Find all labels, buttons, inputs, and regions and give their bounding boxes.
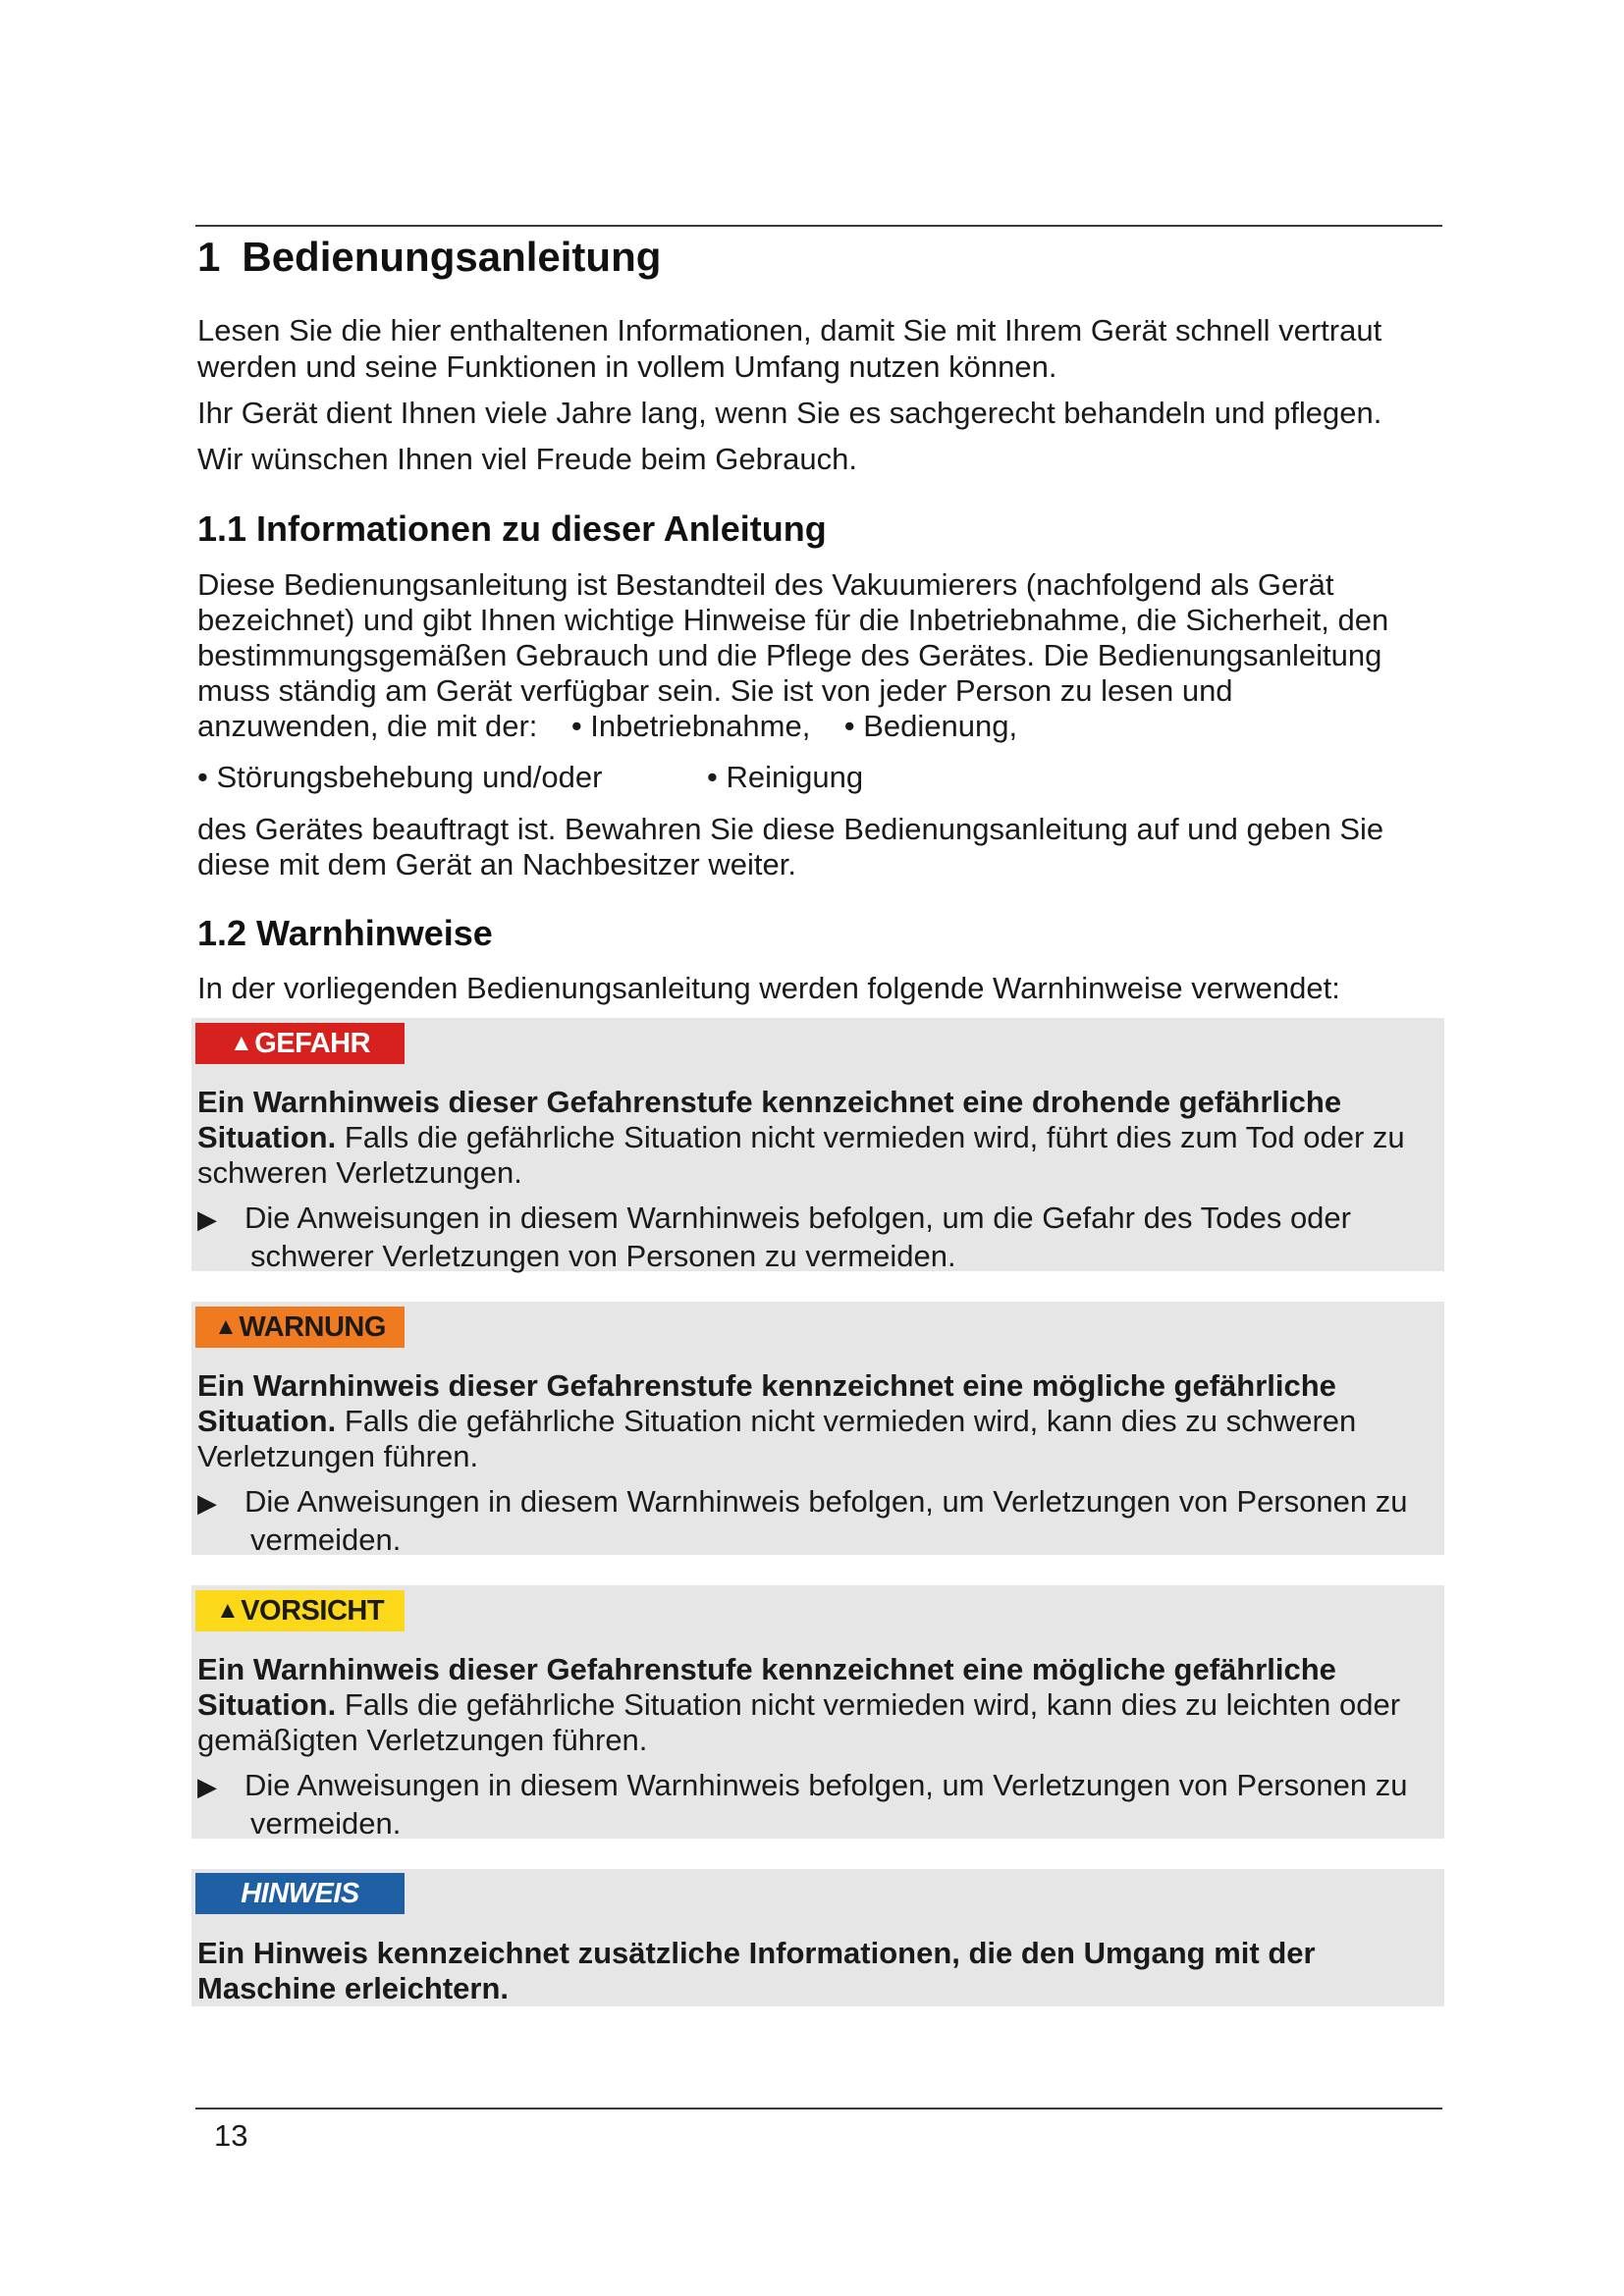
info-line-1: Diese Bedienungsanleitung ist Bestandteil des Vakuumierers (nachfolgend als Gerät (197, 567, 1334, 602)
intro-paragraph-2: Ihr Gerät dient Ihnen viele Jahre lang, wenn Sie es sachgerecht behandeln und pflegen. (197, 396, 1382, 430)
vorsicht-action-2: vermeiden. (250, 1806, 402, 1841)
warnung-text-3: Verletzungen führen. (197, 1439, 479, 1473)
badge-gefahr-label: GEFAHR (254, 1027, 371, 1059)
arrow-right-icon: ▶ (197, 1204, 217, 1234)
arrow-right-icon: ▶ (197, 1772, 217, 1801)
arrow-right-icon: ▶ (197, 1488, 217, 1518)
section-number: 1 (197, 234, 221, 280)
vorsicht-bold-1: Ein Warnhinweis dieser Gefahrenstufe kennzeichnet eine mögliche gefährliche (197, 1652, 1336, 1686)
header-rule (195, 225, 1442, 227)
gefahr-action-2: schwerer Verletzungen von Personen zu vermeiden. (250, 1239, 956, 1273)
badge-hinweis-label: HINWEIS (241, 1877, 359, 1909)
gefahr-normal-2: Falls die gefährliche Situation nicht vermieden wird, führt dies zum Tod oder zu (336, 1120, 1405, 1154)
warning-triangle-icon: ▲ (214, 1313, 238, 1340)
warnings-intro: In der vorliegenden Bedienungsanleitung werden folgende Warnhinweise verwendet: (197, 971, 1340, 1005)
warnung-action-1: Die Anweisungen in diesem Warnhinweis befolgen, um Verletzungen von Personen zu (244, 1484, 1408, 1519)
vorsicht-text-2 (197, 1686, 1444, 1723)
hinweis-bold-2: Maschine erleichtern. (197, 1971, 510, 2005)
info-line-3: bestimmungsgemäßen Gebrauch und die Pflege des Gerätes. Die Bedienungsanleitung (197, 638, 1382, 672)
section-title-text: Bedienungsanleitung (242, 234, 662, 280)
info-line-5: anzuwenden, die mit der: • Inbetriebnahme, • Bedienung, (197, 709, 1018, 743)
warnung-bold-1: Ein Warnhinweis dieser Gefahrenstufe kennzeichnet eine mögliche gefährliche (197, 1368, 1336, 1403)
badge-warnung (195, 1307, 405, 1348)
badge-gefahr (195, 1023, 405, 1064)
info-line-2: bezeichnet) und gibt Ihnen wichtige Hinweise für die Inbetriebnahme, die Sicherheit, den (197, 603, 1389, 637)
section-title (197, 234, 661, 281)
warnung-bold-2: Situation. (197, 1404, 337, 1438)
gefahr-text-3: schweren Verletzungen. (197, 1155, 522, 1190)
info-line-4: muss ständig am Gerät verfügbar sein. Sie ist von jeder Person zu lesen und (197, 673, 1233, 708)
badge-vorsicht (195, 1590, 405, 1631)
vorsicht-action (197, 1767, 1444, 1842)
warnung-normal-2: Falls die gefährliche Situation nicht vermieden wird, kann dies zu schweren (336, 1404, 1357, 1438)
info-closing-2: diese mit dem Gerät an Nachbesitzer weiter. (197, 847, 796, 881)
gefahr-action-1: Die Anweisungen in diesem Warnhinweis befolgen, um die Gefahr des Todes oder (244, 1201, 1351, 1235)
info-closing-1: des Gerätes beauftragt ist. Bewahren Sie diese Bedienungsanleitung auf und geben Sie (197, 812, 1384, 846)
gefahr-action (197, 1200, 1444, 1274)
hinweis-bold-1: Ein Hinweis kennzeichnet zusätzliche Informationen, die den Umgang mit der (197, 1936, 1316, 1970)
footer-rule (195, 2108, 1442, 2109)
vorsicht-action-1: Die Anweisungen in diesem Warnhinweis befolgen, um Verletzungen von Personen zu (244, 1768, 1408, 1802)
badge-hinweis (195, 1873, 405, 1914)
bullet-cleaning: • Reinigung (707, 760, 864, 794)
vorsicht-text-1 (197, 1651, 1444, 1687)
hinweis-text-2 (197, 1970, 1444, 2006)
vorsicht-bold-2: Situation. (197, 1687, 337, 1722)
page-number: 13 (214, 2118, 248, 2153)
gefahr-bold-2: Situation. (197, 1120, 337, 1154)
warnung-action (197, 1483, 1444, 1558)
warnung-text-1 (197, 1367, 1444, 1404)
warnung-text-2 (197, 1403, 1444, 1439)
warning-triangle-icon: ▲ (229, 1030, 253, 1056)
badge-warnung-label: WARNUNG (239, 1310, 386, 1343)
gefahr-text-1 (197, 1084, 1444, 1120)
gefahr-text-2 (197, 1119, 1444, 1155)
subsection-title-1-2: 1.2 Warnhinweise (197, 913, 493, 953)
vorsicht-normal-2: Falls die gefährliche Situation nicht vermieden wird, kann dies zu leichten oder (336, 1687, 1401, 1722)
vorsicht-text-3: gemäßigten Verletzungen führen. (197, 1723, 648, 1757)
subsection-title-1-1: 1.1 Informationen zu dieser Anleitung (197, 508, 827, 549)
warning-triangle-icon: ▲ (215, 1597, 240, 1624)
warnung-action-2: vermeiden. (250, 1522, 402, 1557)
bullet-troubleshooting: • Störungsbehebung und/oder (197, 760, 603, 794)
intro-line-1: Lesen Sie die hier enthaltenen Informationen, damit Sie mit Ihrem Gerät schnell vertraut (197, 313, 1382, 347)
hinweis-text-1 (197, 1935, 1444, 1971)
gefahr-bold-1: Ein Warnhinweis dieser Gefahrenstufe kennzeichnet eine drohende gefährliche (197, 1085, 1342, 1119)
intro-paragraph-3: Wir wünschen Ihnen viel Freude beim Gebrauch. (197, 442, 857, 476)
badge-vorsicht-label: VORSICHT (241, 1594, 385, 1627)
intro-line-2: werden und seine Funktionen in vollem Umfang nutzen können. (197, 349, 1057, 384)
